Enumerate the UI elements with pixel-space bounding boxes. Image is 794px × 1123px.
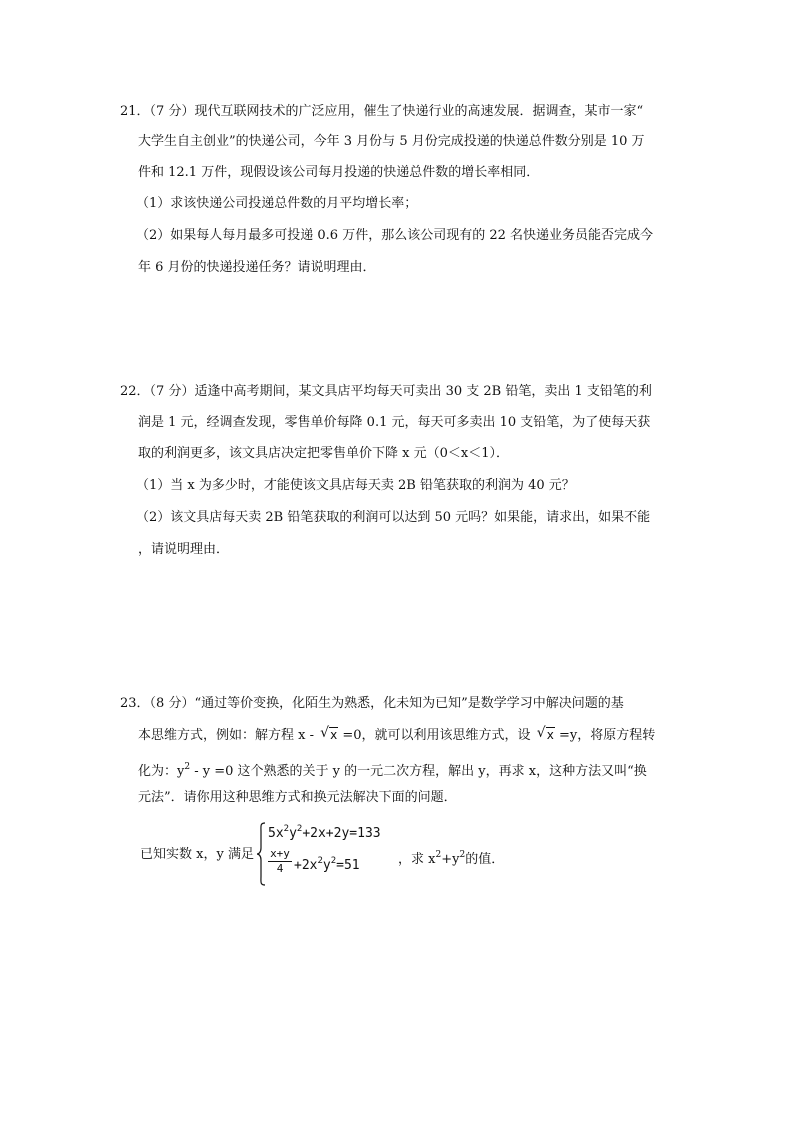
- left-brace-icon: [256, 822, 266, 886]
- q21-part-2b: 年 6 月份的快递投递任务？请说明理由．: [138, 260, 376, 275]
- q23-line-1: 23．（8 分）“通过等价变换，化陌生为熟悉，化未知为已知”是数学学习中解决问题的基: [120, 696, 624, 711]
- sqrt-x-1: √ x: [320, 725, 338, 742]
- q23-line-3: 化为：$y^2 - y =0$ 这个熟悉的关于 y 的一元二次方程，解出 y，再求 x，这种方法又叫“换: [138, 762, 647, 779]
- q22-part-2b: ，请说明理由．: [138, 542, 230, 557]
- q21-line-2: 大学生自主创业”的快递公司，今年 3 月份与 5 月份完成投递的快递总件数分别是 10 万: [138, 134, 645, 149]
- q23-line-2-mid: =0，就可以利用该思维方式，设: [342, 728, 531, 743]
- q22-part-1: （1）当 x 为多少时，才能使该文具店每天卖 2B 铅笔获取的利润为 40 元？: [136, 478, 575, 493]
- q22-part-2a: （2）该文具店每天卖 2B 铅笔获取的利润可以达到 50 元吗？如果能，请求出，如果不能: [136, 510, 651, 525]
- equation-system: [256, 820, 396, 890]
- q23-line-2: [138, 725, 655, 745]
- fraction-x-plus-y-over-4: $\frac{x+y}{4}$: [268, 847, 292, 876]
- q22-line-3: 取的利润更多，该文具店决定把零售单价下降 x 元（0＜x＜1）．: [138, 446, 509, 461]
- q23-line-4: 元法”．请你用这种思维方式和换元法解决下面的问题．: [138, 790, 457, 805]
- sqrt-x-2: √ x: [536, 725, 554, 742]
- q21-line-3: 件和 12.1 万件，现假设该公司每月投递的快递总件数的增长率相同．: [138, 165, 540, 180]
- equation-2: $+2x^2y^2=51$: [294, 856, 360, 873]
- q23-given-label: 已知实数 x，y 满足: [140, 847, 254, 862]
- q21-line-1: 21．（7 分）现代互联网技术的广泛应用，催生了快递行业的高速发展．据调查，某市一家“: [120, 104, 644, 119]
- q22-line-1: 22．（7 分）适逢中高考期间，某文具店平均每天可卖出 30 支 2B 铅笔，卖出 1 支铅笔的利: [120, 384, 652, 399]
- q21-part-1: （1）求该快递公司投递总件数的月平均增长率；: [136, 196, 418, 211]
- q22-line-2: 润是 1 元，经调查发现，零售单价每降 0.1 元，每天可多卖出 10 支铅笔，为了使每天获: [138, 415, 651, 430]
- q23-line-2-pre: 本思维方式，例如：解方程 x -: [138, 728, 314, 743]
- q23-line-2-post: =y，将原方程转: [558, 728, 656, 743]
- equation-1: $5x^2y^2+2x+2y=133$: [268, 824, 381, 841]
- q21-part-2a: （2）如果每人每月最多可投递 0.6 万件，那么该公司现有的 22 名快递业务员能否完成今: [136, 228, 654, 243]
- q23-ask: ，求 $x^2+y^2$的值．: [398, 850, 505, 867]
